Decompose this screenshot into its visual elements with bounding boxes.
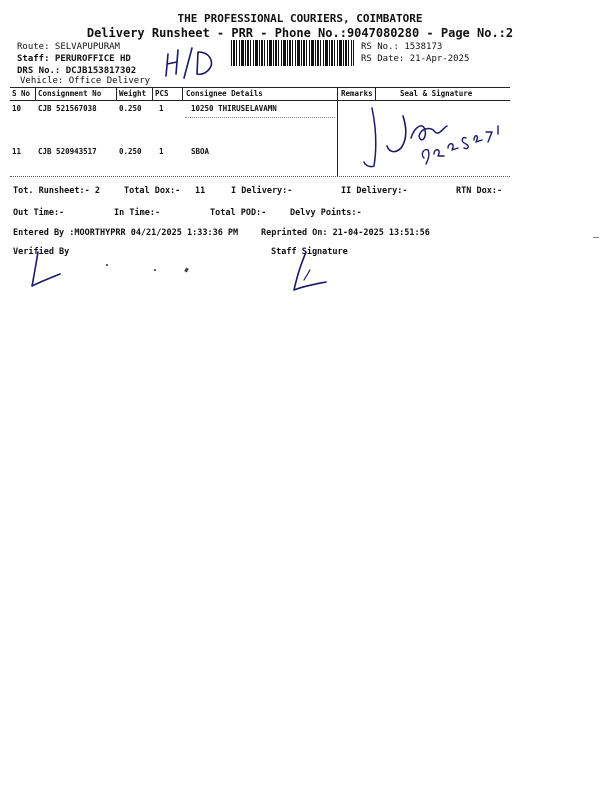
staff-signature-label: Staff Signature	[271, 247, 348, 257]
total-pod: Total POD:-	[210, 208, 267, 218]
route: Route: SELVAPUPURAM	[17, 42, 120, 52]
table-top-rule	[10, 87, 510, 88]
header-seal-signature: Seal & Signature	[400, 89, 473, 98]
rs-number: RS No.: 1538173	[361, 42, 443, 52]
company-name: THE PROFESSIONAL COURIERS, COIMBATORE	[177, 12, 423, 25]
scan-speck	[593, 237, 599, 238]
table-header-rule	[10, 100, 510, 101]
ii-delivery: II Delivery:-	[341, 186, 408, 196]
total-dox-label: Total Dox:-	[124, 186, 181, 196]
header-weight: Weight	[119, 89, 147, 98]
table-bottom-rule	[10, 176, 510, 177]
verified-by-signature	[28, 250, 68, 290]
i-delivery: I Delivery:-	[231, 186, 293, 196]
in-time: In Time:-	[114, 208, 161, 218]
runsheet-subtitle: Delivery Runsheet - PRR - Phone No.:9047080280 - Page No.:2	[86, 26, 514, 40]
row-weight: 0.250	[119, 104, 142, 113]
header-remarks: Remarks	[341, 89, 373, 98]
drs-number: DRS No.: DCJB153817302	[17, 66, 137, 76]
delvy-points: Delvy Points:-	[290, 208, 362, 218]
total-runsheet: Tot. Runsheet:- 2	[13, 186, 100, 196]
handwritten-hd-mark	[160, 44, 230, 84]
scan-speck	[154, 269, 156, 271]
header-pcs: PCS	[155, 89, 169, 98]
staff: Staff: PERUROFFICE HD	[17, 54, 131, 64]
header-consignment: Consignment No	[38, 89, 102, 98]
out-time: Out Time:-	[13, 208, 65, 218]
reprinted-on: Reprinted On: 21-04-2025 13:51:56	[261, 228, 430, 238]
row-pcs: 1	[159, 147, 164, 156]
rs-date: RS Date: 21-Apr-2025	[361, 54, 470, 64]
entered-by: Entered By :MOORTHYPRR 04/21/2025 1:33:36 PM	[13, 228, 239, 238]
row-pcs: 1	[159, 104, 164, 113]
total-dox-value: 11	[195, 186, 206, 196]
rtn-dox: RTN Dox:-	[456, 186, 503, 196]
handwritten-phone-note	[418, 124, 504, 164]
header-sno: S No	[12, 89, 31, 98]
staff-signature-mark	[288, 250, 348, 294]
row-separator	[185, 117, 335, 118]
scan-speck	[184, 268, 189, 273]
row-consignee: SBOA	[191, 147, 210, 156]
row-sno: 11	[12, 147, 22, 156]
scan-speck	[106, 264, 108, 266]
vehicle: Vehicle: Office Delivery	[20, 76, 151, 86]
verified-by-label: Verified By	[13, 247, 70, 257]
header-consignee: Consignee Details	[186, 89, 263, 98]
barcode	[231, 40, 354, 66]
row-consignee: 10250 THIRUSELAVAMN	[191, 104, 277, 113]
row-sno: 10	[12, 104, 22, 113]
row-consignment: CJB 520943517	[38, 147, 97, 156]
row-consignment: CJB 521567038	[38, 104, 97, 113]
row-weight: 0.250	[119, 147, 142, 156]
